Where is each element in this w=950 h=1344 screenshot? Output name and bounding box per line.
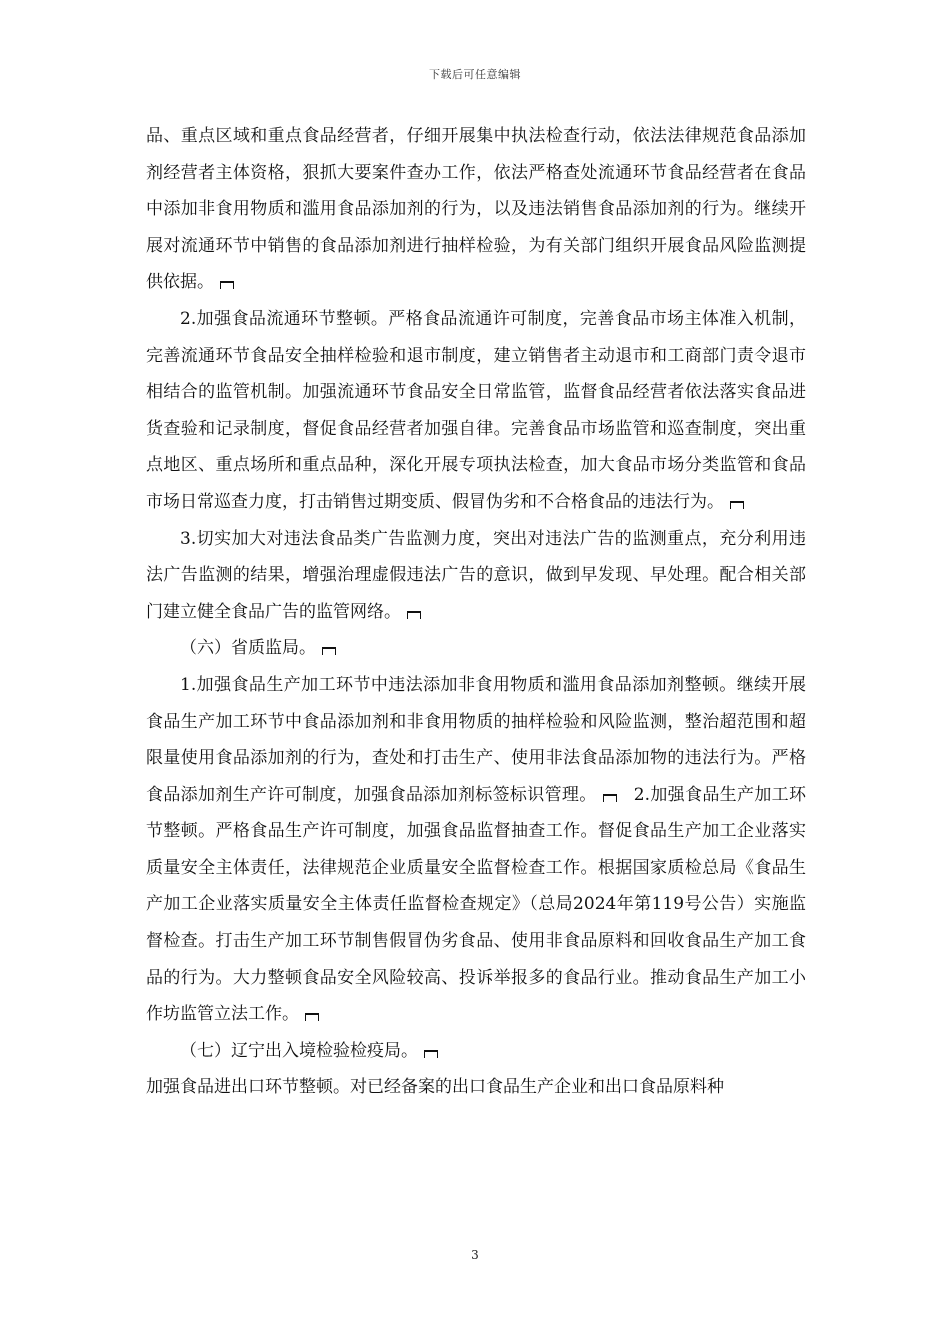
paragraph-mark-icon xyxy=(322,647,336,655)
page-number: 3 xyxy=(471,1248,479,1262)
paragraph: 2.加强食品流通环节整顿。严格食品流通许可制度，完善食品市场主体准入机制，完善流通环节食品安全抽样检验和退市制度，建立销售者主动退市和工商部门责令退市相结合的监管机制。加强流通环节食品安全日常监管，监督食品经营者依法落实食品进货查验和记录制度，督促食品经营者加强自律。完善食品市场监管和巡查制度，突出重点地区、重点场所和重点品种，深化开展专项执法检查，加大食品市场分类监管和食品市场日常巡查力度，打击销售过期变质、假冒伪劣和不合格食品的违法行为。 xyxy=(146,308,806,512)
paragraph-mark-icon xyxy=(407,611,421,619)
section-heading: （七）辽宁出入境检验检疫局。 xyxy=(146,1033,806,1070)
paragraph-mark-icon xyxy=(305,1013,319,1021)
paragraph-mark-icon xyxy=(730,501,744,509)
paragraph: 1.加强食品生产加工环节中违法添加非食用物质和滥用食品添加剂整顿。继续开展食品生产加工环节中食品添加剂和非食用物质的抽样检验和风险监测，整治超范围和超限量使用食品添加剂的行为，查处和打击生产、使用非法食品添加物的违法行为。严格食品添加剂生产许可制度，加强食品添加剂标签标识管理。 2.加强食品生产加工环节整顿。严格食品生产许可制度，加强食品监督抽查工作。督促食品生产加工企业落实质量安全主体责任，法律规范企业质量安全监督检查工作。根据国家质检总局《食品生产加工企业落实质量安全主体责任监督检查规定》（总局2024年第119号公告）实施监督检查。打击生产加工环节制售假冒伪劣食品、使用非食品原料和回收食品生产加工食品的行为。大力整顿食品安全风险较高、投诉举报多的食品行业。推动食品生产加工小作坊监管立法工作。 xyxy=(146,674,806,1025)
paragraph: 3.切实加大对违法食品类广告监测力度，突出对违法广告的监测重点，充分利用违法广告监测的结果，增强治理虚假违法广告的意识，做到早发现、早处理。配合相关部门建立健全食品广告的监管网络。 xyxy=(146,528,806,622)
paragraph: 品、重点区域和重点食品经营者，仔细开展集中执法检查行动，依法法律规范食品添加剂经营者主体资格，狠抓大要案件查办工作，依法严格查处流通环节食品经营者在食品中添加非食用物质和滥用食品添加剂的行为，以及违法销售食品添加剂的行为。继续开展对流通环节中销售的食品添加剂进行抽样检验，为有关部门组织开展食品风险监测提供依据。 xyxy=(146,126,806,293)
section-heading: （六）省质监局。 xyxy=(146,630,806,667)
paragraph-mark-icon xyxy=(424,1050,438,1058)
paragraph: 加强食品进出口环节整顿。对已经备案的出口食品生产企业和出口食品原料种 xyxy=(146,1077,724,1098)
paragraph-mark-icon xyxy=(603,794,617,802)
document-body xyxy=(146,118,806,1106)
page-header: 下载后可任意编辑 xyxy=(429,68,521,81)
paragraph-mark-icon xyxy=(220,281,234,289)
